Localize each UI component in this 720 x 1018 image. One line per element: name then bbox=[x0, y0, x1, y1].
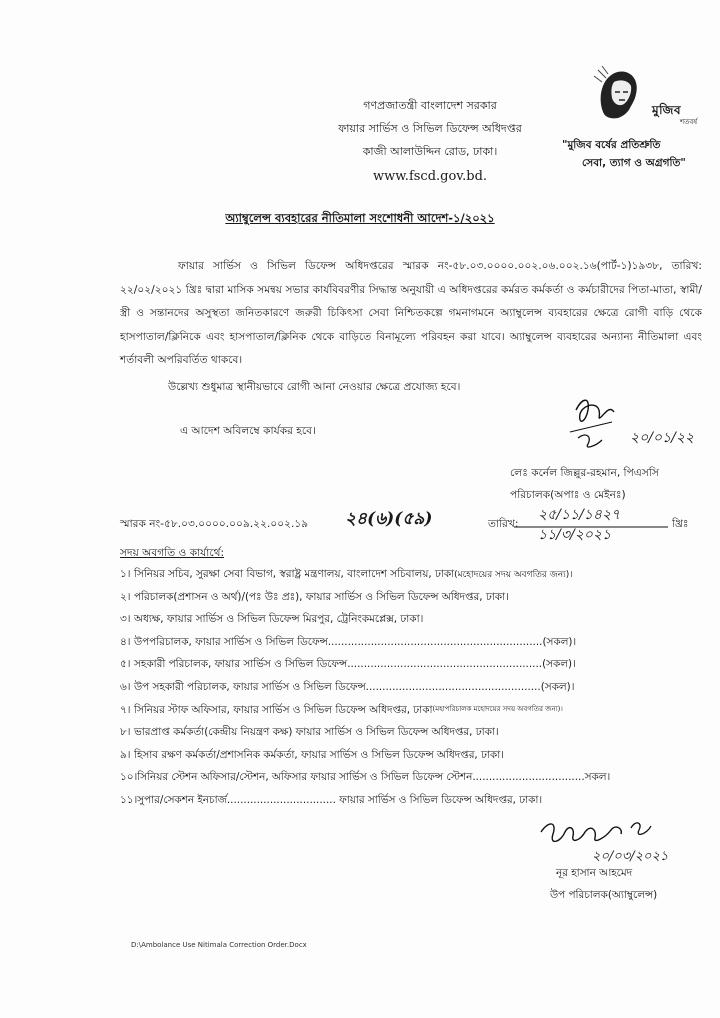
list-item: ৯। হিসাব রক্ষণ কর্মকর্তা/প্রশাসনিক কর্মকর্তা, ফায়ার সার্ভিস ও সিভিল ডিফেন্স অধিদপ্তর, ঢাকা। bbox=[120, 748, 504, 761]
signatory-1-handwritten-date: ২০/০১/২২ bbox=[630, 430, 695, 446]
department-address: কাজী আলাউদ্দিন রোড, ঢাকা। bbox=[362, 145, 498, 158]
logo-slogan-line2: সেবা, ত্যাগ ও অগ্রগতি" bbox=[582, 157, 686, 169]
signatory-2-block bbox=[550, 862, 658, 906]
department-name: ফায়ার সার্ভিস ও সিভিল ডিফেন্স অধিদপ্তর bbox=[338, 122, 522, 135]
list-item: ১। সিনিয়র সচিব, সুরক্ষা সেবা বিভাগ, স্বরাষ্ট্র মন্ত্রণালয়, বাংলাদেশ সচিবালয়, ঢাকা (মহোদয়ের সদয় অবগতির জন্য)। bbox=[120, 568, 573, 580]
list-item: ৮। ভারপ্রাপ্ত কর্মকর্তা(কেন্দ্রীয় নিয়ন্ত্রণ কক্ষ) ফায়ার সার্ভিস ও সিভিল ডিফেন্স অধিদপ্তর, ঢাকা। bbox=[120, 726, 499, 739]
list-item: ৪। উপপরিচালক, ফায়ার সার্ভিস ও সিভিল ডিফেন্স.................................................................(সকল)। bbox=[120, 635, 577, 648]
letterhead bbox=[300, 94, 560, 188]
government-name: গণপ্রজাতন্ত্রী বাংলাদেশ সরকার bbox=[363, 99, 497, 112]
handwritten-date-bangla: ২৫/১১/১৪২৭ bbox=[538, 507, 621, 523]
list-item: ২। পরিচালক(প্রশাসন ও অর্থ)/(পঃ উঃ প্রঃ), ফায়ার সার্ভিস ও সিভিল ডিফেন্স অধিদপ্তর, ঢাকা। bbox=[120, 590, 509, 603]
applicability-note: উল্লেখ্য শুধুমাত্র স্থানীয়ভাবে রোগী আনা নেওয়ার ক্ষেত্রে প্রযোজ্য হবে। bbox=[168, 381, 461, 393]
signatory-1-title: পরিচালক(অপাঃ ও মেইনঃ) bbox=[510, 489, 626, 501]
portrait-emblem-icon bbox=[584, 62, 654, 122]
distribution-heading: সদয় অবগতি ও কার্যার্থে: bbox=[120, 547, 225, 559]
effective-statement: এ আদেশ অবিলম্বে কার্যকর হবে। bbox=[180, 425, 316, 437]
list-item: ১০। সিনিয়র স্টেশন অফিসার/স্টেশন, অফিসার ফায়ার সার্ভিস ও সিভিল ডিফেন্স স্টেশন..................................সকল। bbox=[120, 771, 611, 784]
list-item: ৬। উপ সহকারী পরিচালক, ফায়ার সার্ভিস ও সিভিল ডিফেন্স.....................................................(সকল)। bbox=[120, 680, 575, 693]
list-item: ৩। অধ্যক্ষ, ফায়ার সার্ভিস ও সিভিল ডিফেন্স মিরপুর, ট্রেনিংকমপ্লেক্স, ঢাকা। bbox=[120, 613, 424, 626]
website-link[interactable]: www.fscd.gov.bd. bbox=[372, 169, 488, 184]
date-label: তারিখ: bbox=[488, 518, 519, 530]
order-title: অ্যাম্বুলেন্স ব্যবহারের নীতিমালা সংশোধনী আদেশ-১/২০২১ bbox=[225, 211, 495, 225]
order-body-paragraph: ফায়ার সার্ভিস ও সিভিল ডিফেন্স অধিদপ্তরের স্মারক নং-৫৮.০৩.০০০০.০০২.০৬.০০২.১৬(পার্ট-১)১৯৩৮, তারিখ: ২২/০২/২০২১ খ্রিঃ দ্বারা মাসিক সমন্বয় সভার কার্যবিবরণীর সিদ্ধান্ত অনুযায়ী এ অধিদপ্তরের কর্মরত কর্মকর্তা ও কর্মচারীদের পিতা-মাতা, স্বামী/স্ত্রী ও সন্তানদের অসুস্থতা জনিতকারণে জরুরী চিকিৎসা সেবা নিশ্চিতকল্পে গমনাগমনে অ্যাম্বুলেন্স ব্যবহারের ক্ষেত্রে রোগী বাড়ি থেকে হাসপাতাল/ক্লিনিকে এবং হাসপাতাল/ক্লিনিক থেকে বাড়িতে বিনামূল্যে পরিবহন করা যাবে। অ্যাম্বুলেন্স ব্যবহারের অন্যান্য নীতিমালা এবং শর্তাবলী অপরিবর্তিত থাকবে। bbox=[120, 260, 702, 366]
signatory-1 bbox=[568, 427, 694, 449]
handwritten-date-gregorian: ১১/৩/২০২১ bbox=[538, 527, 612, 543]
date-underline bbox=[512, 524, 672, 530]
file-path-footer: D:\Ambolance Use Nitimala Correction Order.Docx bbox=[131, 941, 307, 949]
logo-slogan-line1: "মুজিব বর্ষের প্রতিশ্রুতি bbox=[562, 139, 661, 151]
signatory-1-name: লেঃ কর্নেল জিল্লুর-রহমান, পিএসসি bbox=[510, 467, 659, 479]
date-suffix: খ্রিঃ bbox=[672, 518, 689, 530]
mujib-year-logo bbox=[556, 62, 706, 172]
memo-handwritten-number: ২৪(৬)(৫৯) bbox=[345, 509, 433, 529]
list-item: ৭। সিনিয়র স্টাফ অফিসার, ফায়ার সার্ভিস ও সিভিল ডিফেন্স অধিদপ্তর, ঢাকা (মহাপরিচালক মহোদয়ের সদয় অবগতির জন্য)। bbox=[120, 703, 563, 716]
logo-brand-text: মুজিব bbox=[652, 103, 682, 117]
signatory-1-block bbox=[510, 462, 659, 506]
list-item: ১১। সুপার/সেকশন ইনচার্জ................................. ফায়ার সার্ভিস ও সিভিল ডিফেন্স অধিদপ্তর, ঢাকা। bbox=[120, 793, 543, 806]
distribution-list bbox=[120, 567, 710, 816]
signatory-2-handwritten-date: ২০/০৩/২০২১ bbox=[592, 849, 669, 864]
signatory-2-title: উপ পরিচালক(অ্যাম্বুলেন্স) bbox=[550, 889, 658, 901]
signatory-2-name: নূর হাসান আহমেদ bbox=[556, 867, 633, 879]
list-item: ৫। সহকারী পরিচালক, ফায়ার সার্ভিস ও সিভিল ডিফেন্স...........................................................(সকল)। bbox=[120, 658, 576, 671]
memo-reference: স্মারক নং-৫৮.০৩.০০০০.০০৯.২২.০০২.১৯ bbox=[120, 518, 309, 530]
logo-brand-subtext: শতবর্ষ bbox=[680, 118, 698, 126]
